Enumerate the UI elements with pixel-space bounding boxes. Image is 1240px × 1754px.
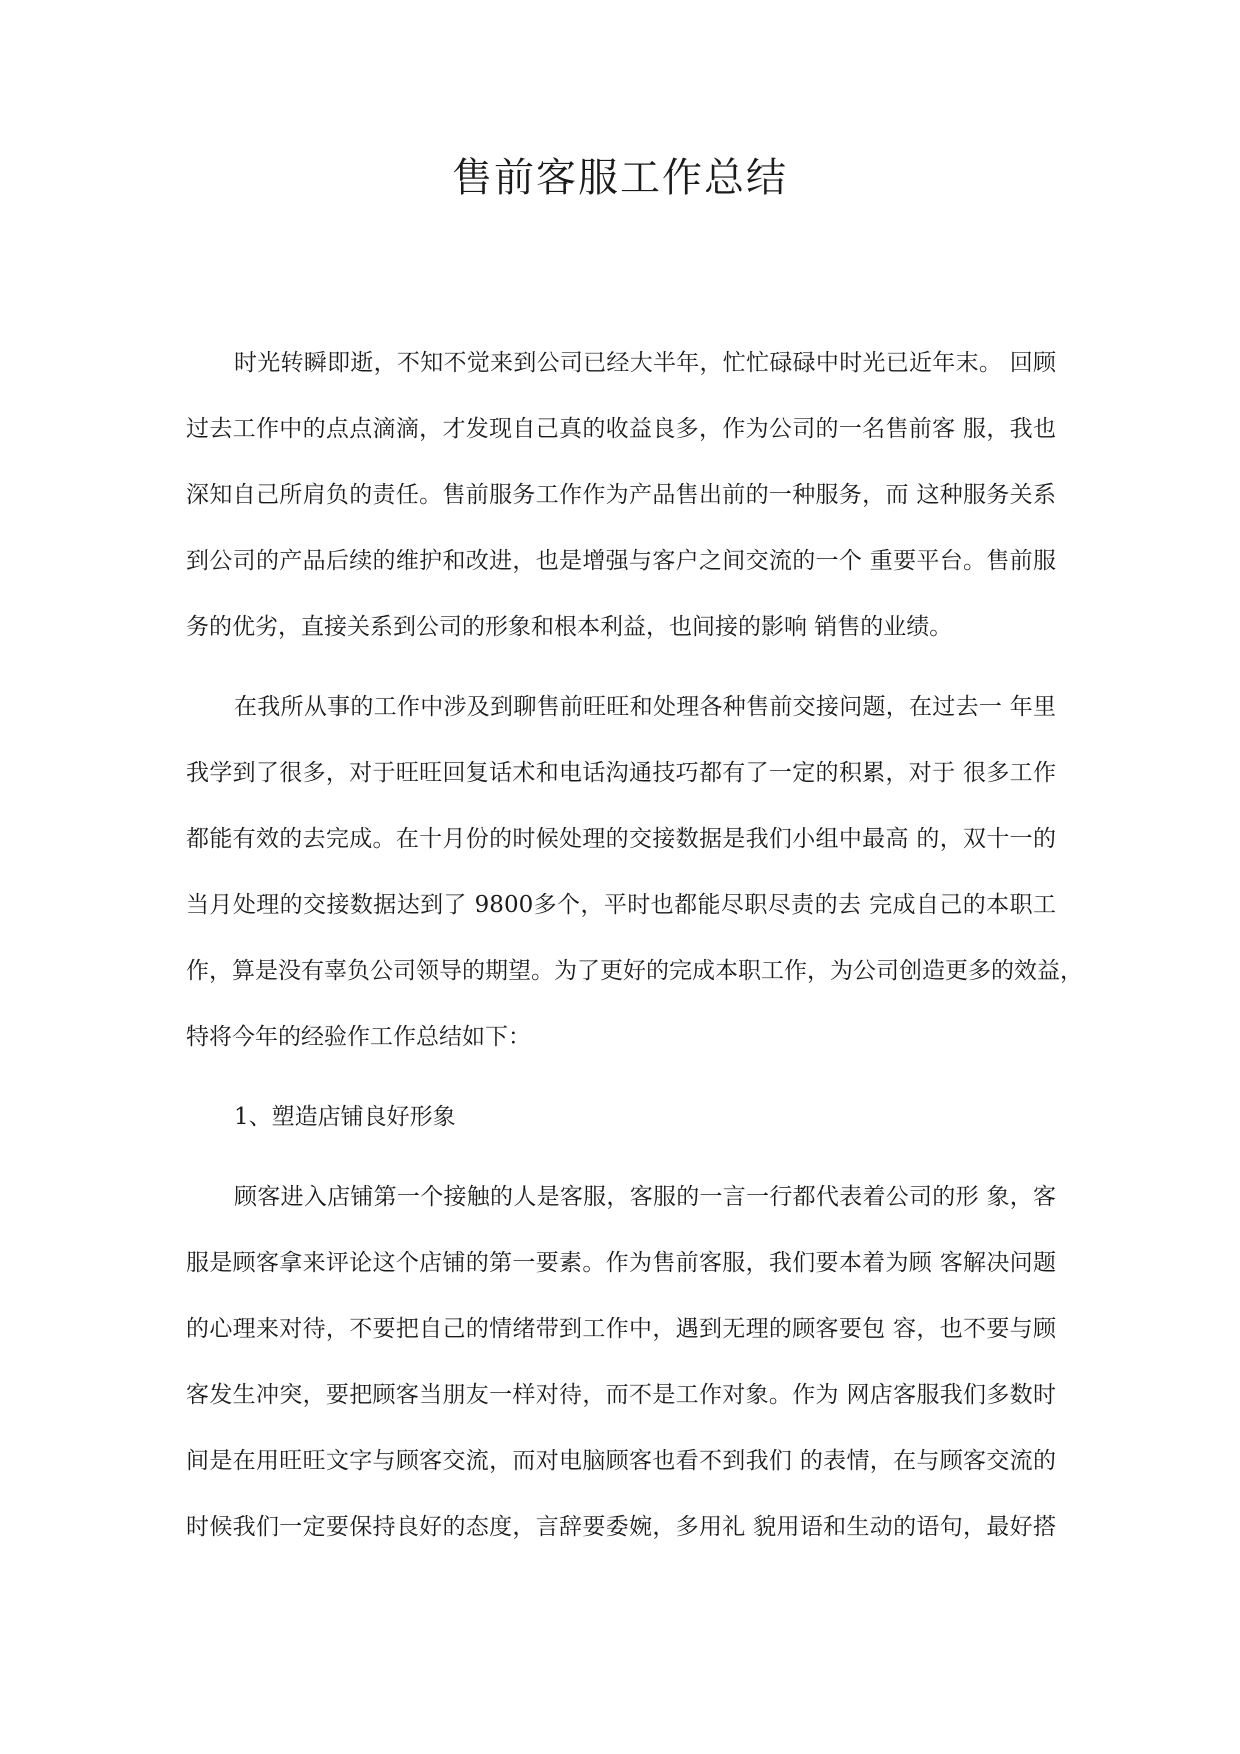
paragraph-line: 务的优劣，直接关系到公司的形象和根本利益，也间接的影响 销售的业绩。: [186, 614, 953, 640]
paragraph-line: 在我所从事的工作中涉及到聊售前旺旺和处理各种售前交接问题，在过去一 年里: [234, 694, 1056, 720]
section-heading: [186, 1084, 1056, 1150]
paragraph-1: [186, 330, 1056, 660]
paragraph-3: [186, 1164, 1056, 1560]
paragraph-gap: [186, 1150, 1056, 1164]
paragraph-line: 服是顾客拿来评论这个店铺的第一要素。作为售前客服，我们要本着为顾 客解决问题: [186, 1250, 1056, 1276]
paragraph-line: 作，算是没有辜负公司领导的期望。为了更好的完成本职工作，为公司创造更多的效益，: [186, 958, 1083, 984]
paragraph-line: 都能有效的去完成。在十月份的时候处理的交接数据是我们小组中最高 的，双十一的: [186, 826, 1056, 852]
paragraph-line: 时候我们一定要保持良好的态度，言辞要委婉，多用礼 貌用语和生动的语句，最好搭: [186, 1514, 1056, 1540]
document-title: 售前客服工作总结: [452, 155, 788, 201]
paragraph-line: 特将今年的经验作工作总结如下：: [186, 1024, 531, 1050]
paragraph-2: [186, 674, 1083, 1070]
paragraph-gap: [186, 660, 1056, 674]
document-body: [186, 330, 1083, 1560]
section-heading-text: 1、塑造店铺良好形象: [234, 1104, 456, 1130]
paragraph-line: 时光转瞬即逝，不知不觉来到公司已经大半年，忙忙碌碌中时光已近年末。 回顾: [234, 350, 1056, 376]
paragraph-line: 过去工作中的点点滴滴，才发现自己真的收益良多，作为公司的一名售前客 服，我也: [186, 416, 1056, 442]
paragraph-line: 的心理来对待，不要把自己的情绪带到工作中，遇到无理的顾客要包 容，也不要与顾: [186, 1316, 1056, 1342]
paragraph-gap: [186, 1070, 1056, 1084]
paragraph-line: 当月处理的交接数据达到了 9800多个，平时也都能尽职尽责的去 完成自己的本职工: [186, 892, 1056, 918]
paragraph-line: 客发生冲突，要把顾客当朋友一样对待，而不是工作对象。作为 网店客服我们多数时: [186, 1382, 1056, 1408]
paragraph-line: 我学到了很多，对于旺旺回复话术和电话沟通技巧都有了一定的积累，对于 很多工作: [186, 760, 1056, 786]
paragraph-line: 顾客进入店铺第一个接触的人是客服，客服的一言一行都代表着公司的形 象，客: [234, 1184, 1056, 1210]
paragraph-line: 间是在用旺旺文字与顾客交流，而对电脑顾客也看不到我们 的表情，在与顾客交流的: [186, 1448, 1056, 1474]
paragraph-line: 到公司的产品后续的维护和改进，也是增强与客户之间交流的一个 重要平台。售前服: [186, 548, 1056, 574]
paragraph-line: 深知自己所肩负的责任。售前服务工作作为产品售出前的一种服务，而 这种服务关系: [186, 482, 1056, 508]
